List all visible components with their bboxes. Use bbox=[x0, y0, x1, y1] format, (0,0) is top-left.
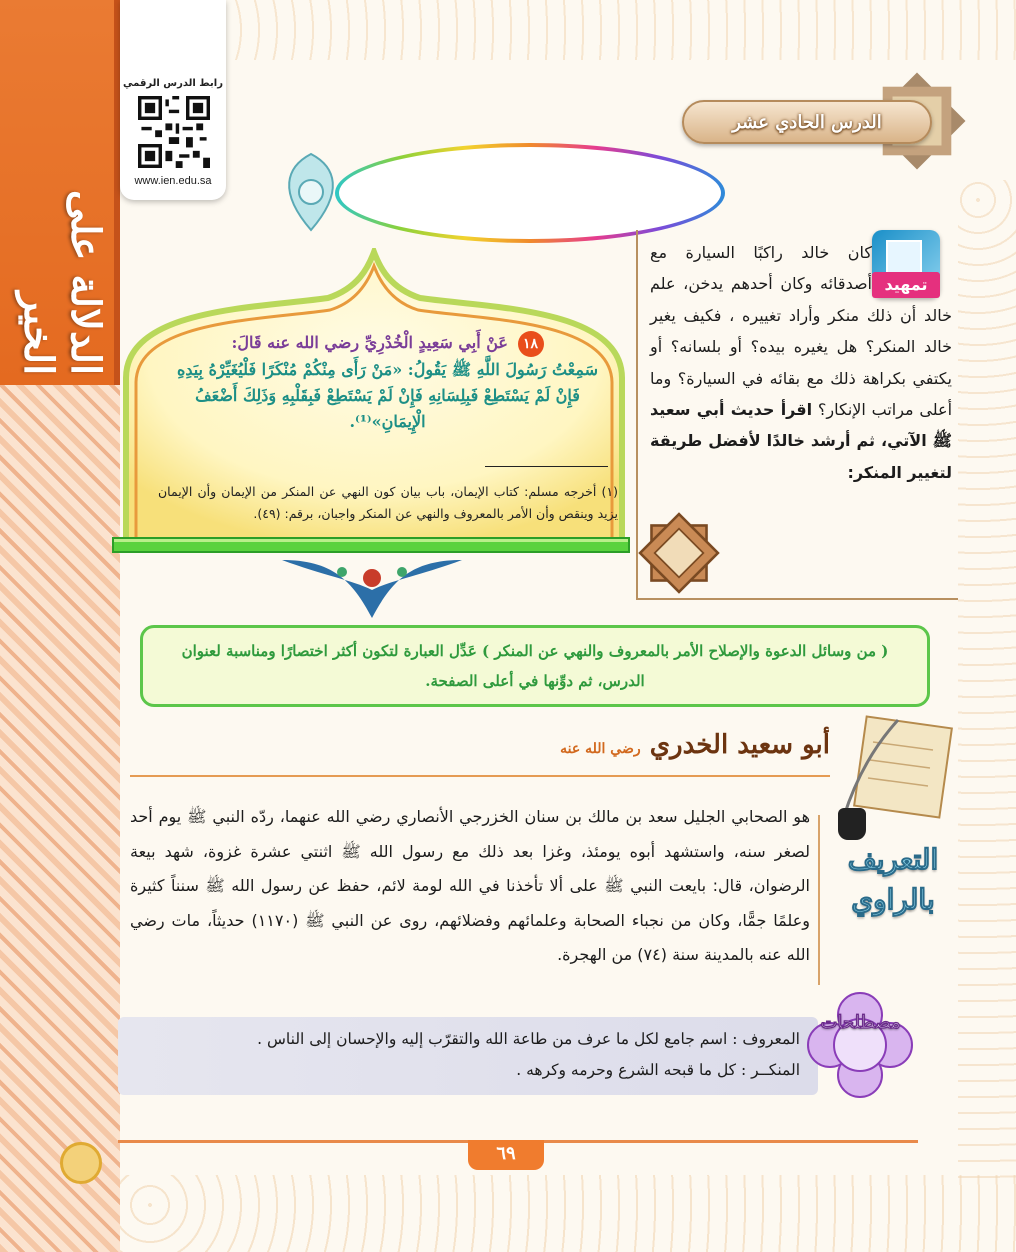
hadith-body bbox=[155, 330, 620, 472]
narrator-label bbox=[818, 840, 968, 920]
narrator-name: أبو سعيد الخدري bbox=[649, 730, 830, 760]
intro-text bbox=[650, 237, 952, 488]
hadith-intro bbox=[163, 330, 612, 357]
narrator-label-line2: بالراوي bbox=[851, 883, 935, 916]
unit-title: الدلالة على الخير bbox=[15, 189, 109, 375]
task-text: ( من وسائل الدعوة والإصلاح الأمر بالمعروف والنهي عن المنكر ) عَدِّل العبارة لتكون أكثر اختصارًا ومناسبة لعنوان الدرس، ثم دوِّنها في أعلى الصفحة. bbox=[181, 642, 889, 690]
intro-label: تمهيد bbox=[872, 272, 940, 298]
terms-flower-icon bbox=[805, 990, 915, 1100]
terms-label: مصطلحات bbox=[820, 1012, 901, 1033]
right-ornament-pattern bbox=[958, 180, 1016, 1180]
task-box bbox=[140, 625, 930, 707]
logo-icon bbox=[60, 1142, 102, 1184]
term-maroof: المعروف : اسم جامع لكل ما عرف من طاعة الله والتقرّب إليه والإحسان إلى الناس . bbox=[257, 1030, 800, 1048]
bottom-ornament-pattern bbox=[120, 1175, 1016, 1252]
narrator-biography: هو الصحابي الجليل سعد بن مالك بن سنان الخزرجي الأنصاري رضي الله عنهما، ردّه النبي ﷺ يوم أحد لصغر سنه، واستشهد أبوه يومئذ، وغزا بعد ذلك مع رسول الله ﷺ اثنتي عشرة غزوة، شهد بيعة الرضوان، قال: بايعت النبي ﷺ على ألا تأخذنا في الله لومة لائم، حفظ عن رسول الله ﷺ سنناً كثيرة وعلمًا جمًّا، وكان من نجباء الصحابة وعلمائهم وفضلائهم، روى عن النبي ﷺ (١١٧٠) حديثاً، مات رضي الله عنه بالمدينة سنة (٧٤) من الهجرة. bbox=[130, 807, 810, 964]
narrator-label-line1: التعريف bbox=[847, 843, 939, 876]
inkwell-icon bbox=[838, 808, 866, 840]
intro-instruction: اقرأ حديث أبي سعيد ﷺ الآتي، ثم أرشد خالدًا لأفضل طريقة لتغيير المنكر: bbox=[650, 400, 952, 482]
lesson-title-input[interactable] bbox=[335, 143, 725, 243]
hadith-footnote: (١) أخرجه مسلم: كتاب الإيمان، باب بيان كون النهي عن المنكر من الإيمان وأن الإيمان يزيد وينقص وأن الأمر بالمعروف والنهي عن المنكر واجبان، برقم: (٤٩). bbox=[158, 484, 618, 521]
qr-label: رابط الدرس الرقمي bbox=[123, 78, 223, 89]
qr-card[interactable] bbox=[120, 0, 226, 200]
page-number: ٦٩ bbox=[468, 1140, 544, 1170]
hadith-number: ١٨ bbox=[518, 331, 544, 357]
narrator-honorific: رضي الله عنه bbox=[560, 741, 641, 757]
hadith-narrator: عَنْ أَبِي سَعِيدٍ الْخُدْرِيِّ رضي الله عنه قَالَ: bbox=[231, 333, 508, 352]
star-ornament-icon bbox=[636, 510, 722, 596]
term-munkar: المنكــر : كل ما قبحه الشرع وحرمه وكرهه . bbox=[516, 1061, 800, 1079]
qr-code-icon[interactable] bbox=[135, 96, 213, 168]
scroll-quill-icon bbox=[838, 712, 958, 822]
narrator-heading bbox=[530, 730, 830, 760]
hadith-text: سَمِعْتُ رَسُولَ اللَّهِ ﷺ يَقُولُ: «مَنْ رَأَى مِنْكُمْ مُنْكَرًا فَلْيُغَيِّرْهُ بِيَدِهِ فَإِنْ لَمْ يَسْتَطِعْ فَبِلِسَانِهِ فَإِنْ لَمْ يَسْتَطِعْ فَبِقَلْبِهِ وَذَلِكَ أَضْعَفُ الْإِيمَانِ»⁽¹⁾. bbox=[176, 360, 599, 431]
top-ornament-pattern bbox=[120, 0, 1016, 60]
footnote-divider bbox=[485, 466, 608, 467]
sidebar bbox=[0, 0, 120, 1252]
lesson-banner: الدرس الحادي عشر bbox=[682, 100, 932, 144]
arabesque-ornament-icon bbox=[272, 550, 472, 620]
heading-divider bbox=[130, 775, 830, 777]
qr-url[interactable]: www.ien.edu.sa bbox=[134, 175, 212, 187]
terms-text bbox=[140, 1024, 800, 1086]
intro-body: كان خالد راكبًا السيارة مع أصدقائه وكان أحدهم يدخن، علم خالد أن ذلك منكر وأراد تغييره ، فكيف يغير خالد المنكر؟ هل يغيره بيده؟ أو بلسانه؟ أو يكتفي بكراهة ذلك مع بقائه في السيارة؟ وما أعلى مراتب الإنكار؟ bbox=[650, 243, 953, 420]
